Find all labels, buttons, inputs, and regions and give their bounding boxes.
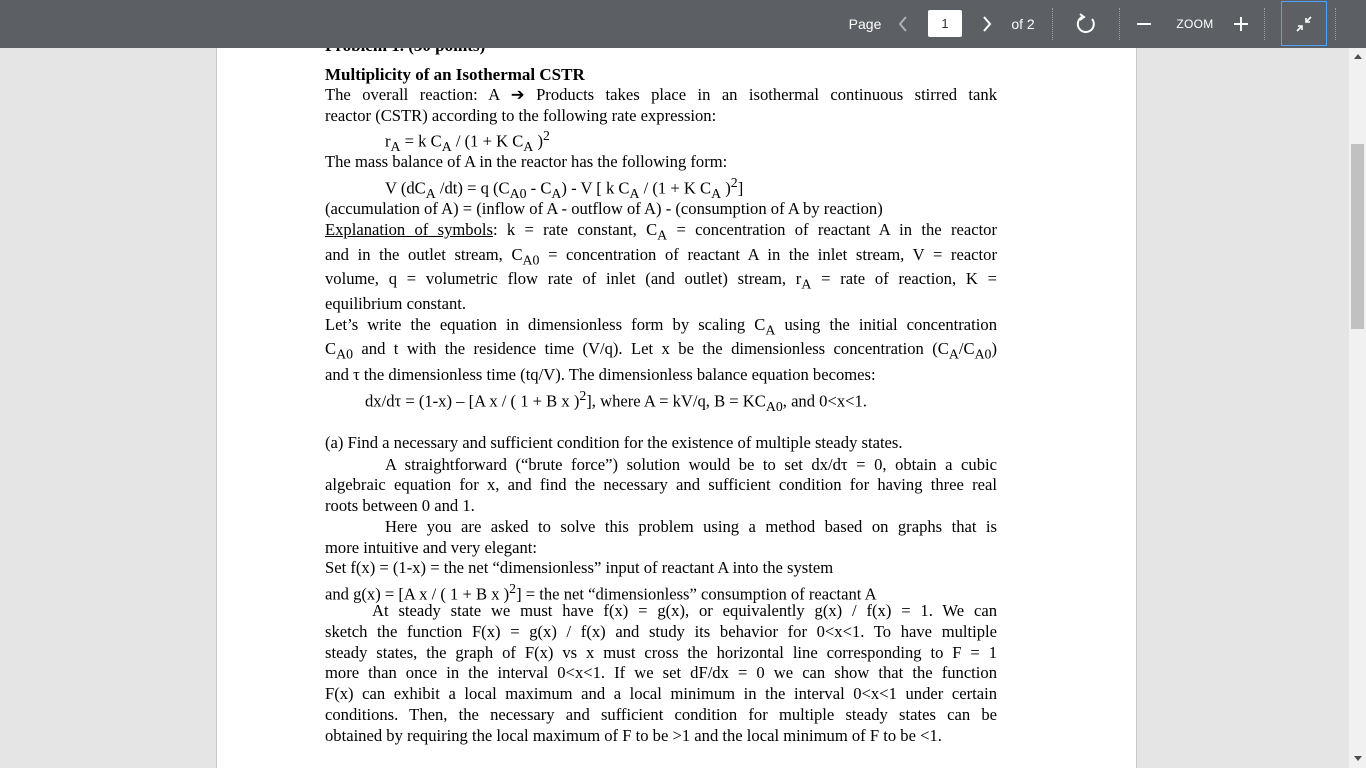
page-label: Page [848,16,882,32]
subscript: A [390,138,401,154]
subscript: A [765,322,776,338]
subscript: A0 [522,252,540,268]
text-line: (accumulation of A) = (inflow of A - outflow of A) - (consumption of A by reaction) [325,199,883,218]
text-fragment: = concentration of reactant A in the inlet stream, V = reactor [539,245,997,264]
triangle-down-icon [1354,756,1362,761]
dimensionless-equation [365,388,867,415]
text-line: The overall reaction: A ➔ Products takes place in an isothermal continuous stirred tank [325,85,997,104]
subscript: A0 [974,346,992,362]
subscript: A [425,185,436,201]
subscript: A0 [509,185,527,201]
text-line: A straightforward (“brute force”) solution would be to set dx/dτ = 0, obtain a cubic [385,455,997,474]
mass-balance-equation [385,175,743,202]
triangle-up-icon [1354,54,1362,59]
superscript: 2 [730,175,738,190]
plus-icon [1233,16,1249,32]
superscript: 2 [579,388,587,403]
zoom-in-button[interactable] [1230,0,1252,48]
pdf-toolbar [0,0,1366,48]
text-line: The mass balance of A in the reactor has the following form: [325,152,728,171]
text-line: equilibrium constant. [325,294,467,313]
section-title: Multiplicity of an Isothermal CSTR [325,65,585,84]
text-line [325,339,997,362]
text-fragment: V (dC [385,178,426,198]
scroll-up-button[interactable] [1351,50,1364,62]
subscript: A [629,185,640,201]
text-fragment: ] [737,178,744,198]
text-fragment: ) [721,178,731,198]
text-fragment: : k = rate constant, C [492,220,658,239]
text-line [325,220,997,243]
text-fragment: , and 0<x<1. [782,391,867,411]
superscript: 2 [509,581,517,596]
text-fragment: r [385,131,391,151]
text-fragment: and t with the residence time (V/q). Let x be the dimensionless concentration (C [352,339,949,358]
chevron-left-icon [897,15,909,33]
text-fragment: = rate of reaction, K = [811,269,997,288]
page-number-input[interactable] [928,10,962,37]
pdf-page [216,48,1137,768]
zoom-out-button[interactable] [1133,0,1155,48]
text-line [325,315,997,338]
subscript: A [551,185,562,201]
subscript: A0 [765,398,783,414]
text-line: algebraic equation for x, and find the necessary and sufficient condition for having three real [325,475,997,494]
text-fragment: / (1 + K C [451,131,524,151]
text-fragment: ] = the net “dimensionless” consumption of reactant A [516,584,877,604]
scroll-down-button[interactable] [1351,752,1364,764]
text-line: and τ the dimensionless time (tq/V). The dimensionless balance equation becomes: [325,365,876,384]
zoom-label: ZOOM [1176,17,1214,31]
text-fragment: ) [991,339,997,358]
text-line: conditions. Then, the necessary and sufficient condition for multiple steady states can be [325,705,997,724]
rate-equation [385,128,550,155]
text-line: At steady state we must have f(x) = g(x), or equivalently g(x) / f(x) = 1. We can [372,601,997,620]
chevron-right-icon [981,15,993,33]
reload-button[interactable] [1072,0,1100,48]
next-page-button[interactable] [977,0,997,48]
text-line: F(x) can exhibit a local maximum and a local minimum in the interval 0<x<1 under certain [325,684,997,703]
text-fragment: / (1 + K C [639,178,712,198]
scrollbar-thumb[interactable] [1351,144,1364,329]
exit-fullscreen-button[interactable] [1281,1,1327,46]
text-fragment: using the initial concentration [775,315,997,334]
toolbar-divider [1052,8,1053,40]
question-a: (a) Find a necessary and sufficient condition for the existence of multiple steady states. [325,433,903,452]
text-line: steady states, the graph of F(x) vs x must cross the horizontal line corresponding to F = 1 [325,643,997,662]
text-line: Set f(x) = (1-x) = the net “dimensionless” input of reactant A into the system [325,558,834,577]
text-line: reactor (CSTR) according to the following rate expression: [325,106,717,125]
text-line: Here you are asked to solve this problem using a method based on graphs that is [385,517,997,536]
text-fragment: dx/dτ = (1-x) – [A x / ( 1 + B x ) [365,391,580,411]
subscript: A [441,138,452,154]
subscript: A [523,138,534,154]
text-line [325,269,997,292]
text-fragment: and g(x) = [A x / ( 1 + B x ) [325,584,510,604]
subscript: A [948,346,959,362]
reload-icon [1075,13,1097,35]
text-line: more than once in the interval 0<x<1. If we set dF/dx = 0 we can show that the function [325,663,997,682]
text-fragment: volume, q = volumetric flow rate of inlet (and outlet) stream, r [325,269,802,288]
text-line: sketch the function F(x) = g(x) / f(x) and study its behavior for 0<x<1. To have multiple [325,622,997,641]
text-line: roots between 0 and 1. [325,496,475,515]
subscript: A0 [336,346,353,362]
text-fragment: /C [958,339,975,358]
toolbar-divider [1119,8,1120,40]
text-fragment: - C [526,178,552,198]
exit-fullscreen-icon [1295,15,1313,33]
text-fragment: /dt) = q (C [435,178,510,198]
underlined-text: Explanation of symbols [325,220,493,239]
text-fragment: ) [533,131,543,151]
previous-page-button[interactable] [893,0,913,48]
minus-icon [1136,16,1152,32]
text-fragment: = k C [400,131,442,151]
text-fragment: and in the outlet stream, C [325,245,523,264]
text-line: obtained by requiring the local maximum of F to be >1 and the local minimum of F to be <1. [325,726,942,745]
superscript: 2 [542,128,550,143]
text-line: more intuitive and very elegant: [325,538,537,557]
text-fragment: = concentration of reactant A in the reactor [667,220,998,239]
text-fragment: C [325,339,337,358]
text-line [325,245,997,268]
page-count: of 2 [1011,16,1035,32]
toolbar-divider [1335,8,1336,40]
toolbar-divider [1264,8,1265,40]
subscript: A [711,185,722,201]
subscript: A [801,276,812,292]
text-fragment: ], where A = kV/q, B = KC [586,391,766,411]
subscript: A [657,227,668,243]
text-fragment: Let’s write the equation in dimensionless form by scaling C [325,315,766,334]
text-fragment: ) - V [ k C [561,178,630,198]
